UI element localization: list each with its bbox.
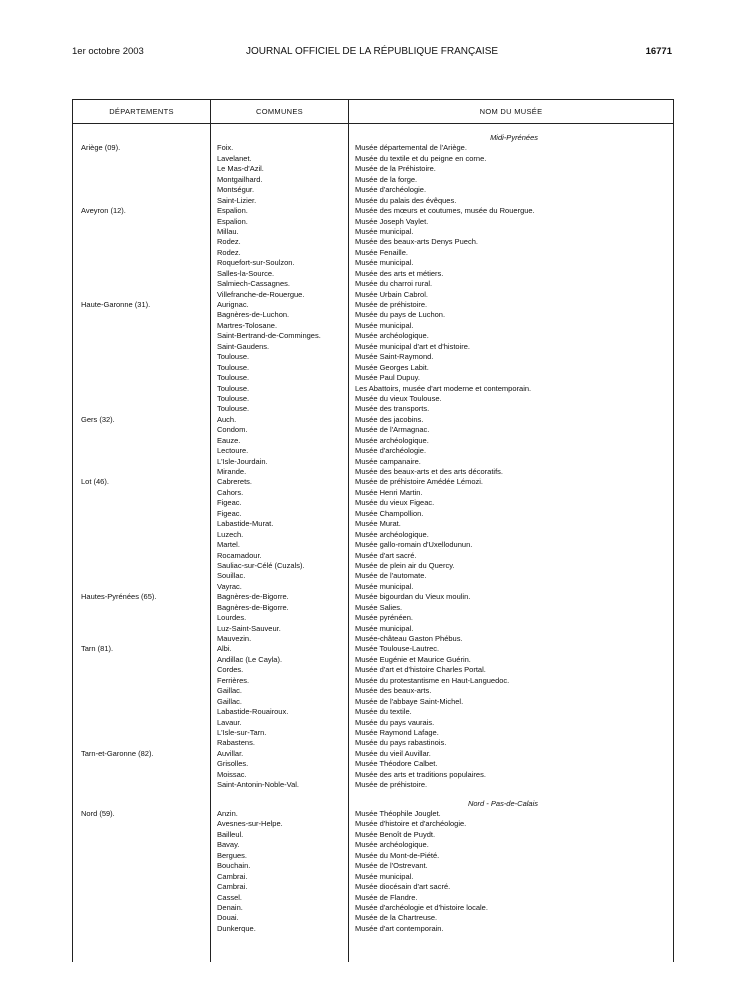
departement-cell: Haute-Garonne (31). [81,300,151,309]
commune-cell: Le Mas-d'Azil. [217,164,264,174]
header-communes: COMMUNES [256,107,303,116]
commune-cell: Lectoure. [217,446,249,456]
commune-cell: Cambrai. [217,871,248,881]
commune-cell: Espalion. [217,206,248,216]
region-title [73,799,673,809]
table-row [73,310,673,320]
musee-cell: Musée d'archéologie. [355,446,427,456]
museum-table [72,99,674,962]
table-row [73,707,673,717]
musee-cell: Musée de préhistoire Amédée Lémozi. [355,477,483,487]
table-row [73,290,673,300]
commune-cell: Aurignac. [217,300,249,309]
table-row [73,749,673,759]
table-row [73,279,673,289]
musee-cell: Musée de l'automate. [355,571,427,581]
commune-cell: Mirande. [217,467,247,476]
musee-cell: Musée bigourdan du Vieux moulin. [355,592,471,602]
commune-cell: Foix. [217,143,234,153]
table-row [73,394,673,404]
musee-cell: Musée du textile. [355,707,412,717]
commune-cell: Gaillac. [217,686,243,696]
musee-cell: Musée archéologique. [355,840,429,850]
musee-cell: Musée de l'Armagnac. [355,425,430,435]
commune-cell: Bailleul. [217,829,244,839]
musee-cell: Musée Benoît de Puydt. [355,829,436,839]
table-row [73,819,673,829]
table-row [73,425,673,435]
commune-cell: Souillac. [217,571,246,581]
commune-cell: Montségur. [217,185,255,195]
commune-cell: Avesnes-sur-Helpe. [217,819,283,829]
table-row [73,603,673,613]
departement-cell: Ariège (09). [81,143,121,153]
musee-cell: Musée des arts et traditions populaires. [355,769,486,779]
table-row [73,415,673,425]
musee-cell: Musée d'histoire et d'archéologie. [355,819,467,829]
table-row [73,185,673,195]
table-row [73,840,673,850]
commune-cell: Salles-la-Source. [217,268,275,278]
commune-cell: Cahors. [217,487,244,497]
commune-cell: Bergues. [217,850,248,860]
musee-cell: Musée du pays vaurais. [355,717,435,727]
departement-cell: Aveyron (12). [81,206,126,216]
table-row [73,830,673,840]
musee-cell: Musée archéologique. [355,331,429,341]
table-row [73,404,673,414]
commune-cell: Ferrières. [217,675,250,685]
table-row [73,436,673,446]
commune-cell: Espalion. [217,216,248,226]
musee-cell: Musée diocésain d'art sacré. [355,882,451,892]
region-title [73,133,673,143]
musee-cell: Musée d'archéologie et d'histoire locale. [355,902,488,912]
commune-cell: Douai. [217,913,239,923]
table-row [73,540,673,550]
commune-cell: Lavelanet. [217,153,252,163]
musee-cell: Musée des transports. [355,404,430,414]
musee-cell: Musée d'archéologie. [355,185,427,195]
musee-cell: Musée d'art contemporain. [355,923,444,933]
table-row [73,175,673,185]
table-header [73,100,673,124]
musee-cell: Musée de plein air du Quercy. [355,560,455,570]
musee-cell: Musée Urbain Cabrol. [355,289,428,299]
commune-cell: Saint-Bertrand-de-Comminges. [217,331,321,341]
table-row [73,457,673,467]
musee-cell: Musée du vieux Toulouse. [355,393,442,403]
table-body [73,123,673,962]
commune-cell: Figeac. [217,498,242,508]
table-row [73,331,673,341]
commune-cell: Luzech. [217,529,244,539]
commune-cell: Cambrai. [217,882,248,892]
table-row [73,446,673,456]
musee-cell: Musée du pays rabastinois. [355,738,447,748]
musee-cell: Musée Henri Martin. [355,487,423,497]
commune-cell: Anzin. [217,809,238,818]
commune-cell: Salmiech-Cassagnes. [217,279,290,289]
commune-cell: Bagnères-de-Luchon. [217,310,290,320]
table-row [73,697,673,707]
table-row [73,363,673,373]
commune-cell: Saint-Lizier. [217,195,257,205]
commune-cell: Mauvezin. [217,634,252,643]
musee-cell: Musée gallo-romain d'Uxellodunun. [355,540,473,550]
commune-cell: Albi. [217,644,232,654]
table-row [73,258,673,268]
table-row [73,237,673,247]
table-row [73,686,673,696]
table-row [73,551,673,561]
musee-cell: Musée Georges Labit. [355,362,429,372]
commune-cell: Lavaur. [217,717,242,727]
region-label: Nord - Pas-de-Calais [467,798,538,808]
table-row [73,217,673,227]
commune-cell: Bavay. [217,840,240,850]
musee-cell: Musée du charroi rural. [355,279,433,289]
musee-cell: Musée-château Gaston Phébus. [355,634,463,643]
table-row [73,571,673,581]
commune-cell: Bouchain. [217,861,251,871]
musee-cell: Musée du vieil Auvillar. [355,748,431,758]
musee-cell: Musée d'art et d'histoire Charles Portal. [355,665,486,675]
musee-cell: Musée de la forge. [355,174,418,184]
table-row [73,655,673,665]
commune-cell: Toulouse. [217,352,250,362]
musee-cell: Musée Théodore Calbet. [355,759,438,769]
table-row [73,269,673,279]
table-row [73,770,673,780]
table-row [73,154,673,164]
table-row [73,718,673,728]
table-row [73,248,673,258]
table-row [73,321,673,331]
commune-cell: Labastide-Rouairoux. [217,707,289,717]
table-row [73,498,673,508]
page-date: 1er octobre 2003 [72,46,144,57]
commune-cell: Bagnères-de-Bigorre. [217,602,289,612]
commune-cell: Montgailhard. [217,174,263,184]
table-row [73,903,673,913]
musee-cell: Musée des beaux-arts Denys Puech. [355,237,478,247]
table-row [73,352,673,362]
table-row [73,384,673,394]
commune-cell: Toulouse. [217,373,250,383]
departement-cell: Nord (59). [81,809,115,818]
musee-cell: Musée Salies. [355,602,403,612]
commune-cell: Figeac. [217,508,242,518]
musee-cell: Musée Théophile Jouglet. [355,809,441,818]
commune-cell: Toulouse. [217,362,250,372]
musee-cell: Musée des beaux-arts et des arts décoratifs. [355,467,503,476]
commune-cell: Denain. [217,902,243,912]
musee-cell: Musée Murat. [355,519,401,529]
musee-cell: Musée du Mont-de-Piété. [355,850,440,860]
table-row [73,530,673,540]
table-row [73,592,673,602]
commune-cell: Rocamadour. [217,550,262,560]
table-row [73,676,673,686]
musee-cell: Musée municipal. [355,581,414,591]
musee-cell: Musée de Flandre. [355,892,418,902]
commune-cell: Millau. [217,226,239,236]
table-row [73,780,673,790]
commune-cell: Luz-Saint-Sauveur. [217,623,281,633]
musee-cell: Musée municipal. [355,226,414,236]
table-row [73,872,673,882]
commune-cell: Cassel. [217,892,243,902]
table-row [73,893,673,903]
table-row [73,373,673,383]
table-row [73,913,673,923]
musee-cell: Musée Saint-Raymond. [355,352,434,362]
table-row [73,851,673,861]
musee-cell: Musée municipal. [355,871,414,881]
musee-cell: Musée de la Chartreuse. [355,913,438,923]
musee-cell: Musée Fenaille. [355,247,408,257]
musee-cell: Musée des arts et métiers. [355,268,444,278]
departement-cell: Lot (46). [81,477,109,487]
commune-cell: Cordes. [217,665,244,675]
commune-cell: Saint-Antonin-Noble-Val. [217,780,299,790]
musee-cell: Musée Eugénie et Maurice Guérin. [355,654,471,664]
table-row [73,644,673,654]
table-row [73,206,673,216]
table-row [73,509,673,519]
table-row [73,728,673,738]
commune-cell: Dunkerque. [217,923,256,933]
departement-cell: Hautes-Pyrénées (65). [81,592,157,602]
commune-cell: Toulouse. [217,404,250,414]
table-row [73,613,673,623]
table-row [73,882,673,892]
page-header [72,46,672,60]
region-label: Midi-Pyrénées [490,133,538,142]
table-row [73,861,673,871]
musee-cell: Musée Paul Dupuy. [355,373,420,383]
table-row [73,809,673,819]
table-row [73,665,673,675]
musee-cell: Musée du pays de Luchon. [355,310,446,320]
commune-cell: L'Isle-Jourdain. [217,456,268,466]
commune-cell: Grisolles. [217,759,249,769]
page-number: 16771 [645,46,672,57]
musee-cell: Musée du palais des évêques. [355,195,457,205]
commune-cell: Auvillar. [217,748,244,758]
table-row [73,634,673,644]
commune-cell: L'Isle-sur-Tarn. [217,727,267,737]
table-row [73,582,673,592]
commune-cell: Vayrac. [217,581,242,591]
table-row [73,738,673,748]
commune-cell: Toulouse. [217,383,250,393]
musee-cell: Musée de l'Ostrevant. [355,861,428,871]
musee-cell: Musée municipal. [355,258,414,268]
musee-cell: Musée campanaire. [355,456,421,466]
musee-cell: Musée de préhistoire. [355,300,428,309]
musee-cell: Musée Champollion. [355,508,424,518]
commune-cell: Gaillac. [217,696,243,706]
musee-cell: Musée Raymond Lafage. [355,727,439,737]
table-row [73,477,673,487]
commune-cell: Roquefort-sur-Soulzon. [217,258,295,268]
table-row [73,519,673,529]
commune-cell: Condom. [217,425,248,435]
musee-cell: Musée pyrénéen. [355,613,413,623]
table-row [73,488,673,498]
musee-cell: Musée des mœurs et coutumes, musée du Rouergue. [355,206,535,216]
table-row [73,924,673,934]
musee-cell: Musée municipal. [355,623,414,633]
commune-cell: Toulouse. [217,393,250,403]
commune-cell: Saint-Gaudens. [217,341,270,351]
musee-cell: Musée du vieux Figeac. [355,498,435,508]
musee-cell: Musée du textile et du peigne en corne. [355,153,487,163]
commune-cell: Sauliac-sur-Célé (Cuzals). [217,560,305,570]
commune-cell: Labastide-Murat. [217,519,274,529]
musee-cell: Musée archéologique. [355,529,429,539]
commune-cell: Lourdes. [217,613,247,623]
musee-cell: Musée départemental de l'Ariège. [355,143,467,153]
commune-cell: Martres-Tolosane. [217,320,278,330]
table-row [73,561,673,571]
musee-cell: Musée de la Préhistoire. [355,164,436,174]
musee-cell: Musée des jacobins. [355,414,424,424]
table-row [73,227,673,237]
commune-cell: Moissac. [217,769,247,779]
musee-cell: Musée Joseph Vaylet. [355,216,429,226]
musee-cell: Musée d'art sacré. [355,550,417,560]
commune-cell: Cabrerets. [217,477,253,487]
commune-cell: Villefranche-de-Rouergue. [217,289,305,299]
table-row [73,624,673,634]
table-row [73,143,673,153]
commune-cell: Bagnères-de-Bigorre. [217,592,289,602]
musee-cell: Musée archéologique. [355,435,429,445]
header-departements: DÉPARTEMENTS [109,107,174,116]
journal-title: JOURNAL OFFICIEL DE LA RÉPUBLIQUE FRANÇAISE [245,46,499,57]
header-nom-du-musee: NOM DU MUSÉE [479,107,543,116]
musee-cell: Musée du protestantisme en Haut-Languedoc. [355,675,510,685]
musee-cell: Les Abattoirs, musée d'art moderne et contemporain. [355,383,532,393]
table-row [73,164,673,174]
commune-cell: Andillac (Le Cayla). [217,654,283,664]
table-row [73,342,673,352]
departement-cell: Gers (32). [81,414,115,424]
musee-cell: Musée municipal. [355,320,414,330]
commune-cell: Rodez. [217,247,241,257]
table-row [73,759,673,769]
table-row [73,300,673,310]
musee-cell: Musée Toulouse-Lautrec. [355,644,440,654]
table-row [73,467,673,477]
departement-cell: Tarn (81). [81,644,114,654]
commune-cell: Rabastens. [217,738,255,748]
musee-cell: Musée de préhistoire. [355,780,428,790]
departement-cell: Tarn-et-Garonne (82). [81,748,154,758]
commune-cell: Eauze. [217,435,241,445]
commune-cell: Auch. [217,414,237,424]
commune-cell: Martel. [217,540,240,550]
musee-cell: Musée municipal d'art et d'histoire. [355,341,471,351]
table-row [73,196,673,206]
commune-cell: Rodez. [217,237,241,247]
musee-cell: Musée de l'abbaye Saint-Michel. [355,696,464,706]
musee-cell: Musée des beaux-arts. [355,686,432,696]
